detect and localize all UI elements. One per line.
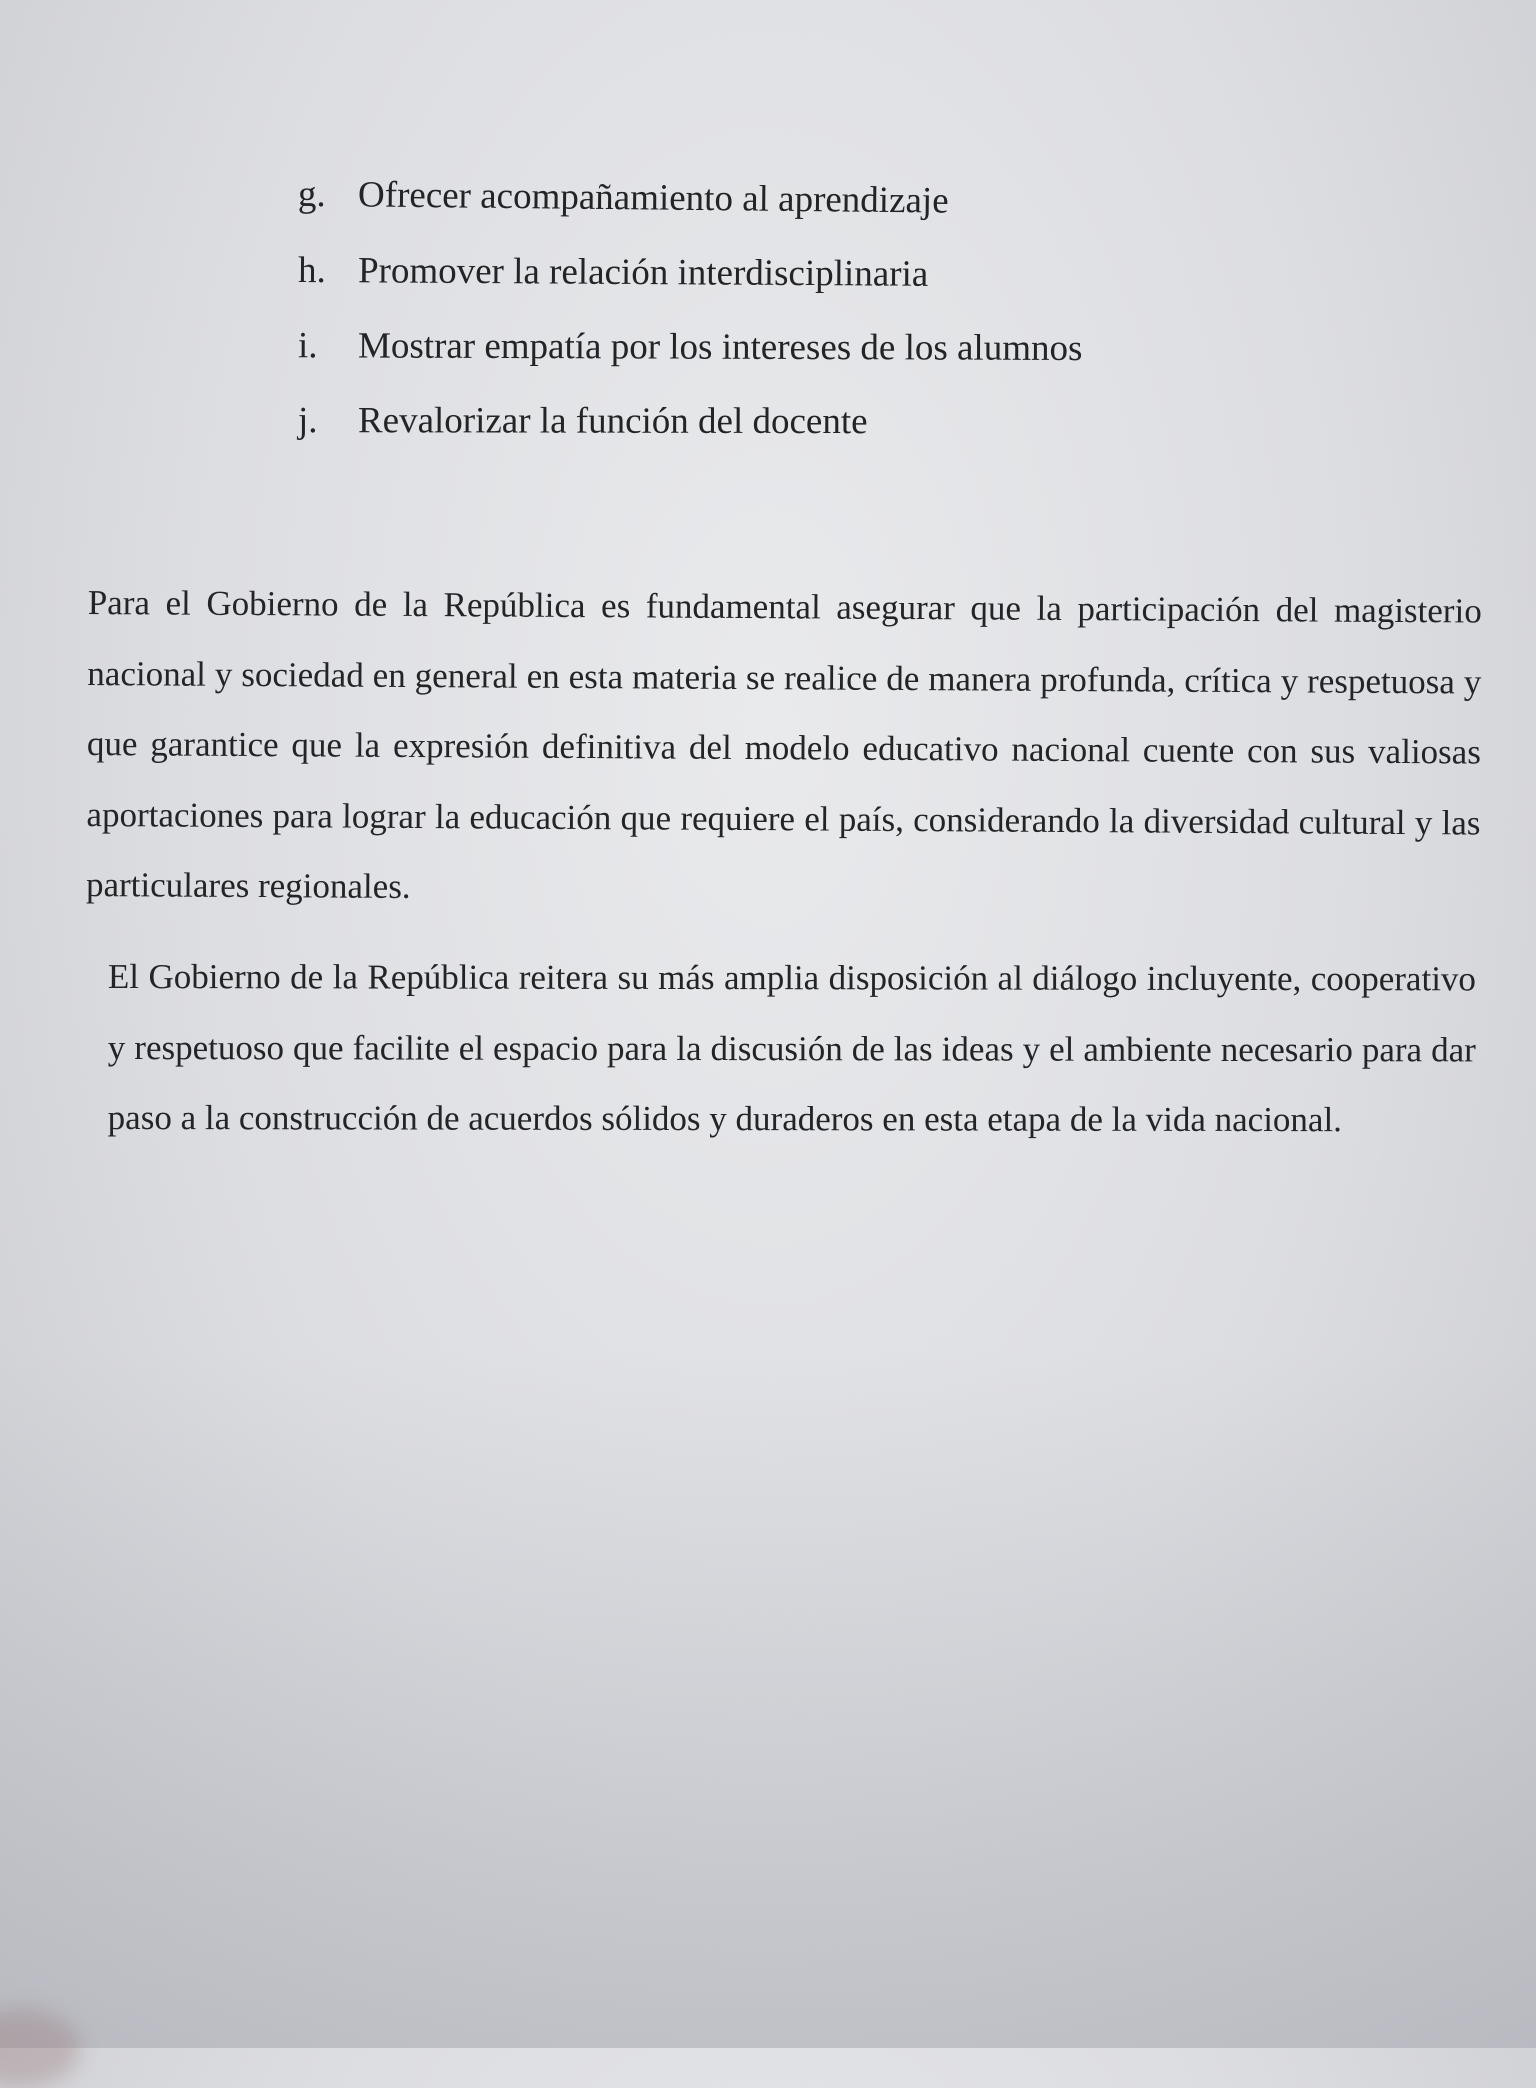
list-item-text: Ofrecer acompañamiento al aprendizaje <box>357 174 949 222</box>
list-item-text: Revalorizar la función del docente <box>357 400 868 443</box>
list-item-text: Mostrar empatía por los intereses de los alumnos <box>357 325 1083 369</box>
list-item <box>298 399 1298 445</box>
list-marker: j. <box>297 400 318 442</box>
paragraph-dialogue: El Gobierno de la República reitera su más amplia disposición al diálogo incluyente, cooperativo y respetuoso que facilite el espacio para la discusión de las ideas y el ambiente necesario para dar paso a la construcción de acuerdos sólidos y duraderos en esta etapa de la vida nacional. <box>107 957 1476 1140</box>
objectives-list <box>297 173 1298 474</box>
paragraph-participation: Para el Gobierno de la República es fundamental asegurar que la participación del magisterio nacional y sociedad en general en esta materia se realice de manera profunda, crítica y respetuosa y que garantice que la expresión definitiva del modelo educativo nacional cuente con sus valiosas aportaciones para lograr la educación que requiere el país, considerando la diversidad cultural y las particulares regionales. <box>85 582 1482 906</box>
list-marker: i. <box>297 325 318 367</box>
list-item <box>298 324 1298 371</box>
list-item <box>298 173 1298 227</box>
list-item-text: Promover la relación interdisciplinaria <box>357 250 929 295</box>
list-item <box>298 249 1298 299</box>
photo-shadow <box>0 1348 1536 2048</box>
list-marker: h. <box>297 249 326 292</box>
list-marker: g. <box>297 173 326 216</box>
photo-corner-shadow <box>0 2008 80 2088</box>
